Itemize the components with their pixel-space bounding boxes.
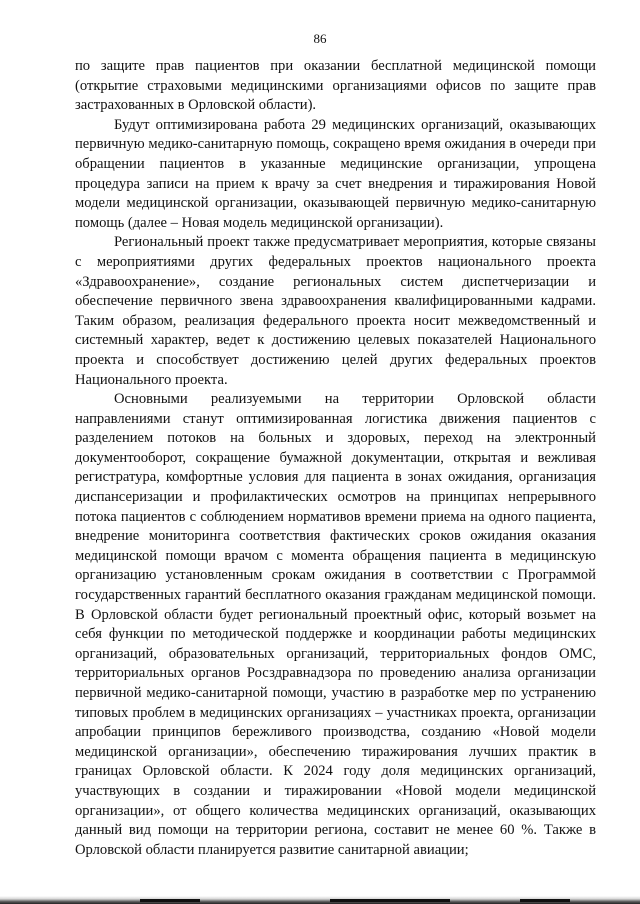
page-number: 86 xyxy=(313,31,327,46)
paragraph-main-directions: Основными реализуемыми на территории Орловской области направлениями станут оптимизированная логистика движения пациентов с разделением потоков на больных и здоровых, переход на электронный документооборот, сокращение бумажной документации, открытая и вежливая регистратура, комфортные условия для пациента в зонах ожидания, организация диспансеризации и профилактических осмотров на принципах непрерывного потока пациентов с соблюдением нормативов времени приема на одного пациента, внедрение мониторинга соответствия фактических сроков ожидания оказания медицинской помощи врачом с момента обращения пациента в медицинскую организацию установленным срокам ожидания в соответствии с Программой государственных гарантий бесплатного оказания гражданам медицинской помощи. В Орловской области будет региональный проектный офис, который возьмет на себя функции по методической поддержке и координации работы медицинских организаций, образовательных организаций, территориальных фондов ОМС, территориальных органов Росздравнадзора по проведению анализа организации первичной медико-санитарной помощи, участию в разработке мер по устранению типовых проблем в медицинских организациях – участниках проекта, организации апробации принципов бережливого производства, созданию «Новой модели медицинской организации», обеспечению тиражирования лучших практик в границах Орловской области. К 2024 году доля медицинских организаций, участвующих в создании и тиражировании «Новой модели медицинской организации», от общего количества медицинских организаций, оказывающих данный вид помощи на территории региона, составит не менее 60 %. Также в Орловской области планируется развитие санитарной авиации; xyxy=(75,391,596,858)
scan-artifact xyxy=(140,899,200,902)
scan-artifact xyxy=(520,899,570,902)
document-body xyxy=(75,57,596,860)
paragraph-regional-project: Региональный проект также предусматривает мероприятия, которые связаны с мероприятиями других федеральных проектов национального проекта «Здравоохранение», создание региональных систем диспетчеризации и обеспечение первичного звена здравоохранения квалифицированными кадрами. Таким образом, реализация федерального проекта носит межведомственный и системный характер, ведет к достижению целевых показателей Национального проекта и способствует достижению целей других федеральных проектов Национального проекта. xyxy=(75,234,596,388)
scan-edge-shadow xyxy=(0,896,640,904)
scan-artifact xyxy=(330,899,450,902)
paragraph-continuation: по защите прав пациентов при оказании бесплатной медицинской помощи (открытие страховыми медицинскими организациями офисов по защите прав застрахованных в Орловской области). xyxy=(75,58,596,114)
paragraph-optimization: Будут оптимизирована работа 29 медицинских организаций, оказывающих первичную медико-санитарную помощь, сокращено время ожидания в очереди при обращении пациентов в указанные медицинские организации, упрощена процедура записи на прием к врачу за счет внедрения и тиражирования Новой модели медицинской организации, оказывающей первичную медико-санитарную помощь (далее – Новая модель медицинской организации). xyxy=(75,116,596,231)
